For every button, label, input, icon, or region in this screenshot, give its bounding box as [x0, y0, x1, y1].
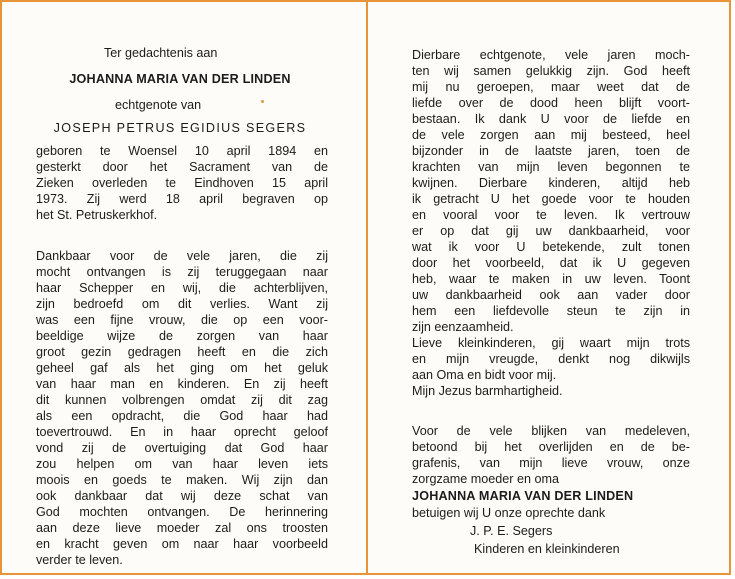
text-line: zijn bedroefd om dit verlies. Want zij: [36, 297, 328, 311]
text-line: vond zij de overtuiging dat God haar: [36, 441, 328, 455]
text-line: de vele zorgen aan mij besteed, heel: [412, 128, 690, 142]
text-line: ik getracht U het goede voor te houden: [412, 192, 690, 206]
bio-line: geboren te Woensel 10 april 1894 en: [36, 144, 328, 158]
text-line: zou helpen om van haar leven iets: [36, 457, 328, 471]
card-fold-line: [366, 0, 368, 575]
text-line: er op dat gij uw dankbaarheid, voor: [412, 224, 690, 238]
bio-line: gesterkt door het Sacrament van de: [36, 160, 328, 174]
text-line: hem een liefdevolle steun te zijn in: [412, 304, 690, 318]
text-line: en mijn vreugde, denkt nog dikwijls: [412, 352, 690, 366]
deceased-name: JOHANNA MARIA VAN DER LINDEN: [69, 72, 291, 86]
spouse-name: JOSEPH PETRUS EGIDIUS SEGERS: [53, 121, 307, 135]
bio-line: Zieken overleden te Eindhoven 15 april: [36, 176, 328, 190]
text-line: als een opdracht, die God haar had: [36, 409, 328, 423]
text-line: liefde over de dood heen blijft voort-: [412, 96, 690, 110]
thanks-closing: betuigen wij U onze oprechte dank: [412, 506, 606, 520]
text-line: kwijnen. Dierbare kinderen, altijd heb: [412, 176, 690, 190]
family-signature: Kinderen en kleinkinderen: [474, 542, 620, 556]
text-line: Mijn Jezus barmhartigheid.: [412, 384, 563, 398]
text-line: aan deze lieve moeder zal ons troosten: [36, 521, 328, 535]
text-line: haar Schepper en wij, die achterblijven,: [36, 281, 328, 295]
thanks-line: betoond bij het overlijden en de be-: [412, 440, 690, 454]
text-line: en vooral voor te leven. Ik vertrouw: [412, 208, 690, 222]
text-line: geheel gaf als het ging om het geluk: [36, 361, 328, 375]
text-line: wat ik voor U betekende, zult tonen: [412, 240, 690, 254]
text-line: aan Oma en bidt voor mij.: [412, 368, 557, 382]
text-line: beeldige wijze de zorgen van haar: [36, 329, 328, 343]
text-line: bijzonder in de laatste jaren, toen de: [412, 144, 690, 158]
text-line: krachten van mijn leven begonnen te: [412, 160, 690, 174]
bio-line: 1973. Zij werd 18 april begraven op: [36, 192, 328, 206]
bio-line: het St. Petruskerkhof.: [36, 208, 158, 222]
thanks-line: grafenis, van mijn lieve vrouw, onze: [412, 456, 690, 470]
text-line: God mochten ontvangen. De herinnering: [36, 505, 328, 519]
thanks-line: Voor de vele blijken van medeleven,: [412, 424, 690, 438]
thanks-name: JOHANNA MARIA VAN DER LINDEN: [412, 489, 634, 503]
text-line: Dierbare echtgenote, vele jaren moch-: [412, 48, 690, 62]
text-line: ook dankbaar dat wij deze schat van: [36, 489, 328, 503]
text-line: dit kunnen volbrengen omdat zij dit zag: [36, 393, 328, 407]
text-line: toevertrouwd. En in haar oprecht geloof: [36, 425, 328, 439]
text-line: door het voorbeeld, dat ik U gegeven: [412, 256, 690, 270]
paper-speck: [261, 100, 264, 103]
text-line: en kracht geven om naar haar voorbeeld: [36, 537, 328, 551]
text-line: mocht ontvangen is zij teruggegaan naar: [36, 265, 328, 279]
text-line: verder te leven.: [36, 553, 123, 567]
text-line: bestaan. Ik dank U voor de liefde en: [412, 112, 690, 126]
signature: J. P. E. Segers: [470, 524, 553, 538]
text-line: mij nu geroepen, maar weet dat de: [412, 80, 690, 94]
text-line: heb, waar te maken in uw leven. Toont: [412, 272, 690, 286]
text-line: Dankbaar voor de vele jaren, die zij: [36, 249, 328, 263]
text-line: van haar man en kinderen. En zij heeft: [36, 377, 328, 391]
text-line: moois en goeds te maken. Wij zijn dan: [36, 473, 328, 487]
text-line: groot gezin gedragen heeft en die zich: [36, 345, 328, 359]
spouse-intro: echtgenote van: [115, 98, 202, 112]
text-line: zijn eenzaamheid.: [412, 320, 514, 334]
text-line: Lieve kleinkinderen, gij waart mijn trots: [412, 336, 690, 350]
text-line: ten wij samen gelukkig zijn. God heeft: [412, 64, 690, 78]
thanks-line: zorgzame moeder en oma: [412, 472, 559, 486]
text-line: was een fijne vrouw, die op een voor-: [36, 313, 328, 327]
text-line: uw dankbaarheid ook aan vader door: [412, 288, 690, 302]
intro-text: Ter gedachtenis aan: [104, 46, 218, 60]
